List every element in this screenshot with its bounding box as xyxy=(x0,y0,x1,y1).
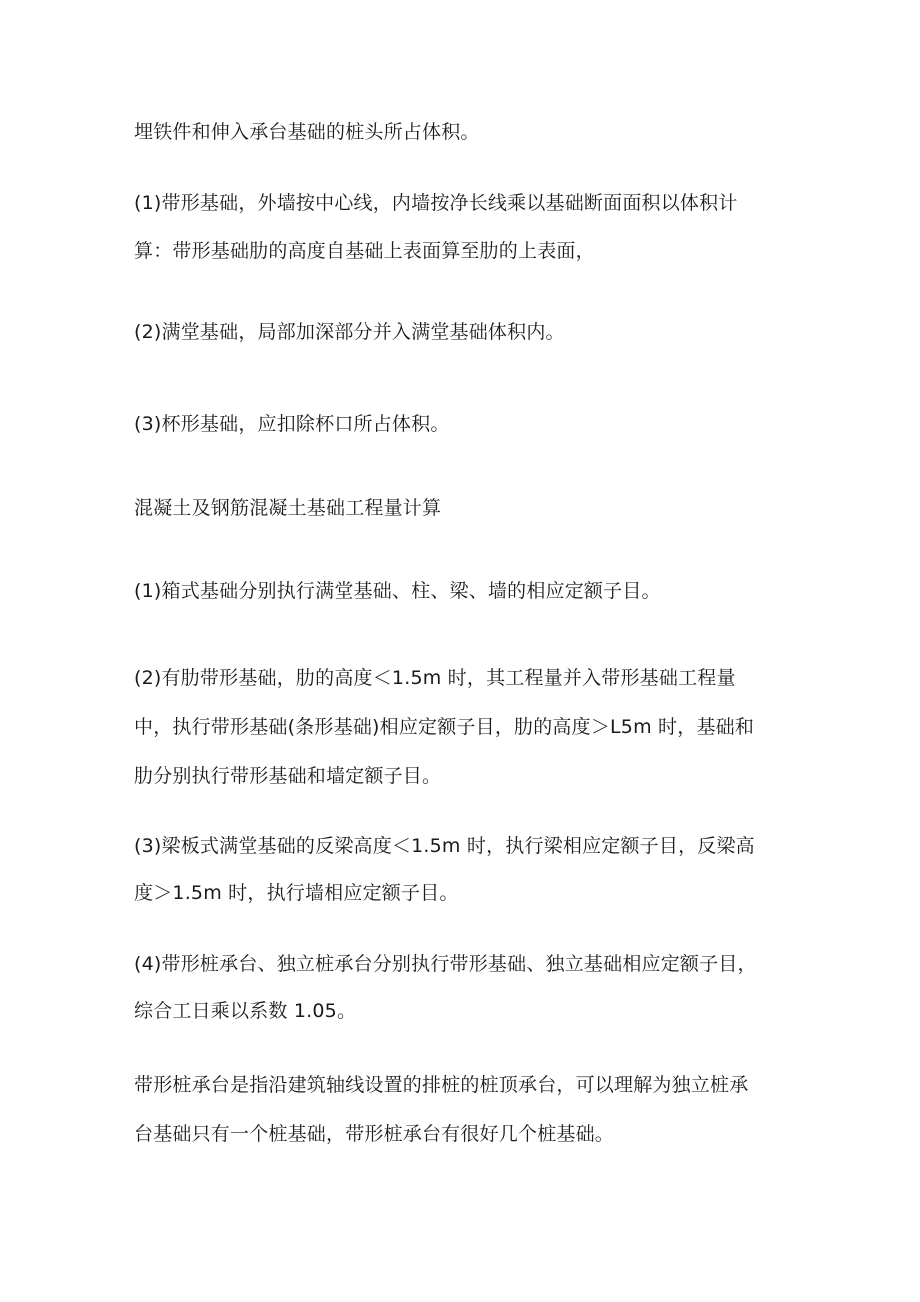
text-line: (1)带形基础，外墙按中心线，内墙按净长线乘以基础断面面积以体积计 xyxy=(134,192,738,214)
text-line: 肋分别执行带形基础和墙定额子目。 xyxy=(134,765,442,787)
text-line: (3)梁板式满堂基础的反梁高度＜1.5m 时，执行梁相应定额子目，反梁高 xyxy=(134,835,755,857)
text-line: 带形桩承台是指沿建筑轴线设置的排桩的桩顶承台，可以理解为独立桩承 xyxy=(134,1074,749,1096)
text-line: (3)杯形基础，应扣除杯口所占体积。 xyxy=(134,413,450,435)
section-heading: 混凝土及钢筋混凝土基础工程量计算 xyxy=(134,497,442,519)
text-line: (2)有肋带形基础，肋的高度＜1.5m 时，其工程量并入带形基础工程量 xyxy=(134,667,736,689)
text-line: 中，执行带形基础(条形基础)相应定额子目，肋的高度＞L5m 时，基础和 xyxy=(134,716,755,738)
text-line: 算：带形基础肋的高度自基础上表面算至肋的上表面， xyxy=(134,240,595,262)
text-line: 台基础只有一个桩基础，带形桩承台有很好几个桩基础。 xyxy=(134,1123,615,1145)
text-line: (1)箱式基础分别执行满堂基础、柱、梁、墙的相应定额子目。 xyxy=(134,580,661,602)
text-line: (2)满堂基础，局部加深部分并入满堂基础体积内。 xyxy=(134,321,565,343)
text-line: 埋铁件和伸入承台基础的桩头所占体积。 xyxy=(134,121,480,143)
text-line: 综合工日乘以系数 1.05。 xyxy=(134,1000,357,1022)
text-line: (4)带形桩承台、独立桩承台分别执行带形基础、独立基础相应定额子目， xyxy=(134,953,757,975)
text-line: 度＞1.5m 时，执行墙相应定额子目。 xyxy=(134,882,459,904)
